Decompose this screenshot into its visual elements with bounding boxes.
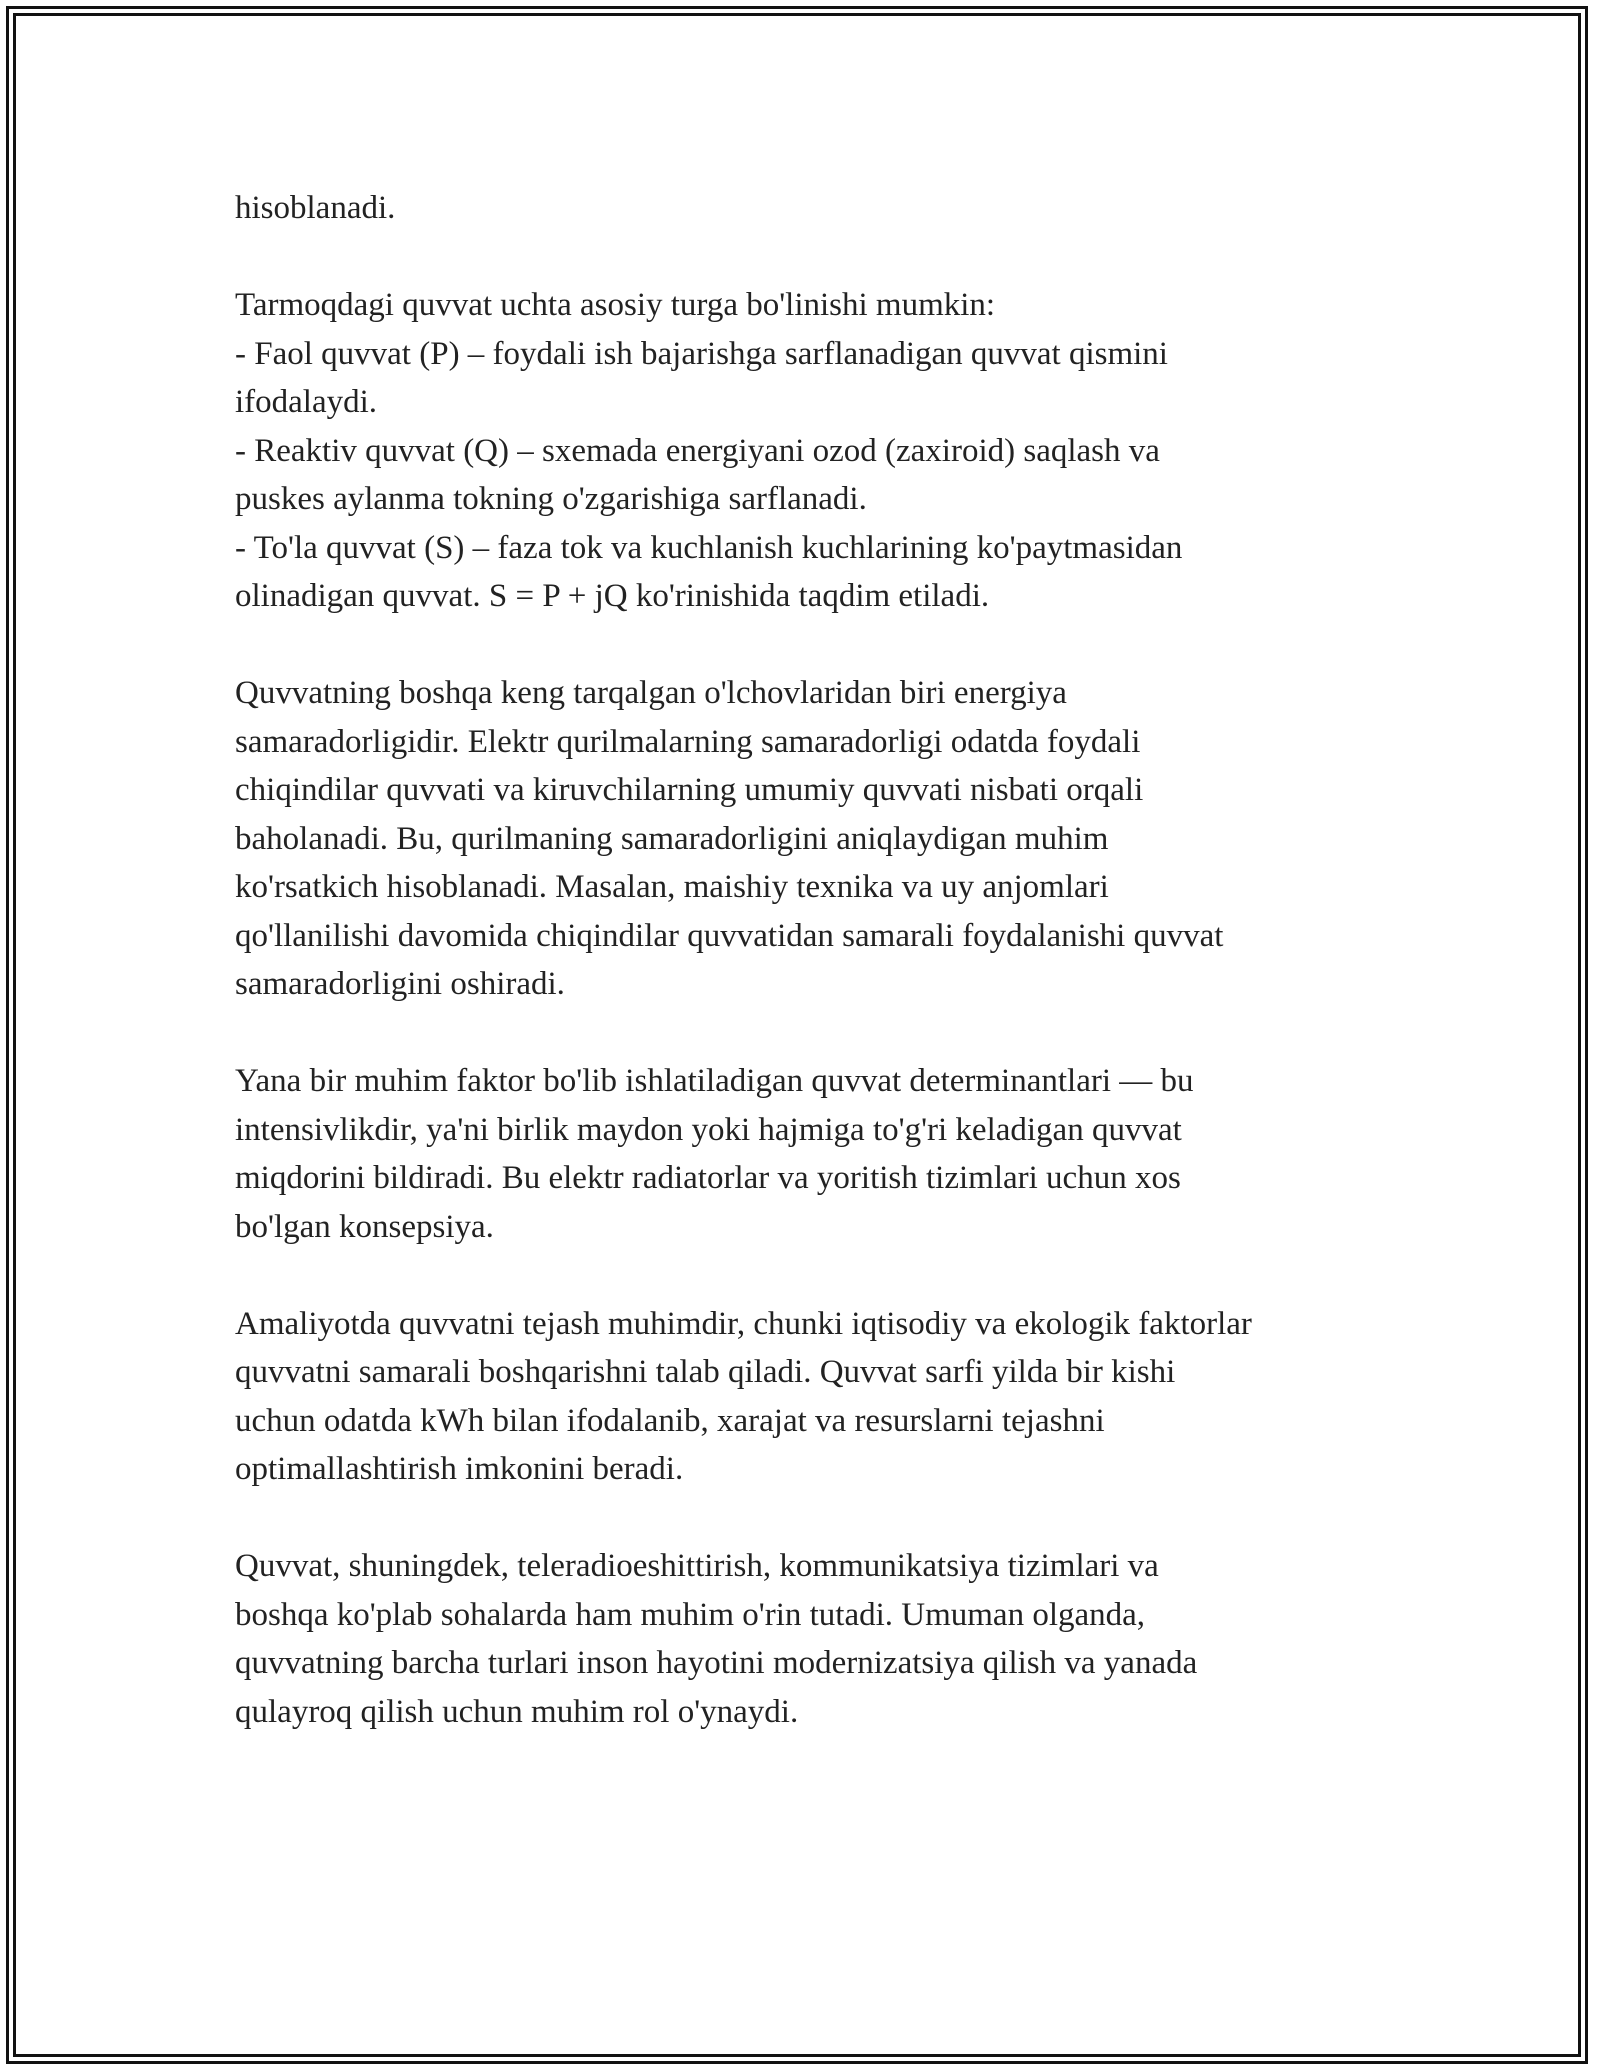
text-line: qo'llanilishi davomida chiqindilar quvvatidan samarali foydalanishi quvvat xyxy=(235,917,1224,954)
paragraph-efficiency xyxy=(235,669,1395,1009)
text-line: optimallashtirish imkonini beradi. xyxy=(235,1451,684,1487)
text-line: ko'rsatkich hisoblanadi. Masalan, maishiy texnika va uy anjomlari xyxy=(235,869,1109,905)
paragraph-intro-tail xyxy=(235,184,1395,233)
text-line: bo'lgan konsepsiya. xyxy=(235,1208,494,1245)
text-line: hisoblanadi. xyxy=(235,190,396,226)
text-line: olinadigan quvvat. S = P + jQ ko'rinishida taqdim etiladi. xyxy=(235,578,990,614)
paragraph-saving xyxy=(235,1300,1395,1494)
text-line: ifodalaydi. xyxy=(235,384,378,420)
text-line: intensivlikdir, ya'ni birlik maydon yoki hajmiga to'g'ri keladigan quvvat xyxy=(235,1111,1182,1148)
text-line: Quvvatning boshqa keng tarqalgan o'lchovlaridan biri energiya xyxy=(235,675,1067,711)
text-line: samaradorligidir. Elektr qurilmalarning samaradorligi odatda foydali xyxy=(235,723,1141,760)
document-body xyxy=(235,184,1395,1785)
text-line: quvvatni samarali boshqarishni talab qiladi. Quvvat sarfi yilda bir kishi xyxy=(235,1354,1176,1390)
text-line: baholanadi. Bu, qurilmaning samaradorligini aniqlaydigan muhim xyxy=(235,820,1109,857)
text-line: miqdorini bildiradi. Bu elektr radiatorlar va yoritish tizimlari uchun xos xyxy=(235,1160,1181,1196)
text-line: Quvvat, shuningdek, teleradioeshittirish, kommunikatsiya tizimlari va xyxy=(235,1548,1159,1584)
text-line: samaradorligini oshiradi. xyxy=(235,966,565,1002)
text-line: boshqa ko'plab sohalarda ham muhim o'rin tutadi. Umuman olganda, xyxy=(235,1596,1146,1633)
paragraph-power-types xyxy=(235,281,1395,621)
text-line: Amaliyotda quvvatni tejash muhimdir, chunki iqtisodiy va ekologik faktorlar xyxy=(235,1305,1252,1342)
text-line: puskes aylanma tokning o'zgarishiga sarflanadi. xyxy=(235,481,867,517)
list-item-apparent-power: - To'la quvvat (S) – faza tok va kuchlanish kuchlarining ko'paytmasidan xyxy=(235,529,1183,566)
text-line: qulayroq qilish uchun muhim rol o'ynaydi. xyxy=(235,1693,799,1730)
text-line: Yana bir muhim faktor bo'lib ishlatiladigan quvvat determinantlari — bu xyxy=(235,1063,1194,1099)
list-item-active-power: - Faol quvvat (P) – foydali ish bajarishga sarflanadigan quvvat qismini xyxy=(235,335,1168,372)
paragraph-conclusion xyxy=(235,1542,1395,1736)
paragraph-intensity xyxy=(235,1057,1395,1251)
text-line: chiqindilar quvvati va kiruvchilarning umumiy quvvati nisbati orqali xyxy=(235,772,1144,808)
text-line: Tarmoqdagi quvvat uchta asosiy turga bo'linishi mumkin: xyxy=(235,287,996,323)
text-line: uchun odatda kWh bilan ifodalanib, xarajat va resurslarni tejashni xyxy=(235,1402,1105,1439)
text-line: quvvatning barcha turlari inson hayotini modernizatsiya qilish va yanada xyxy=(235,1645,1198,1681)
list-item-reactive-power: - Reaktiv quvvat (Q) – sxemada energiyani ozod (zaxiroid) saqlash va xyxy=(235,432,1160,469)
